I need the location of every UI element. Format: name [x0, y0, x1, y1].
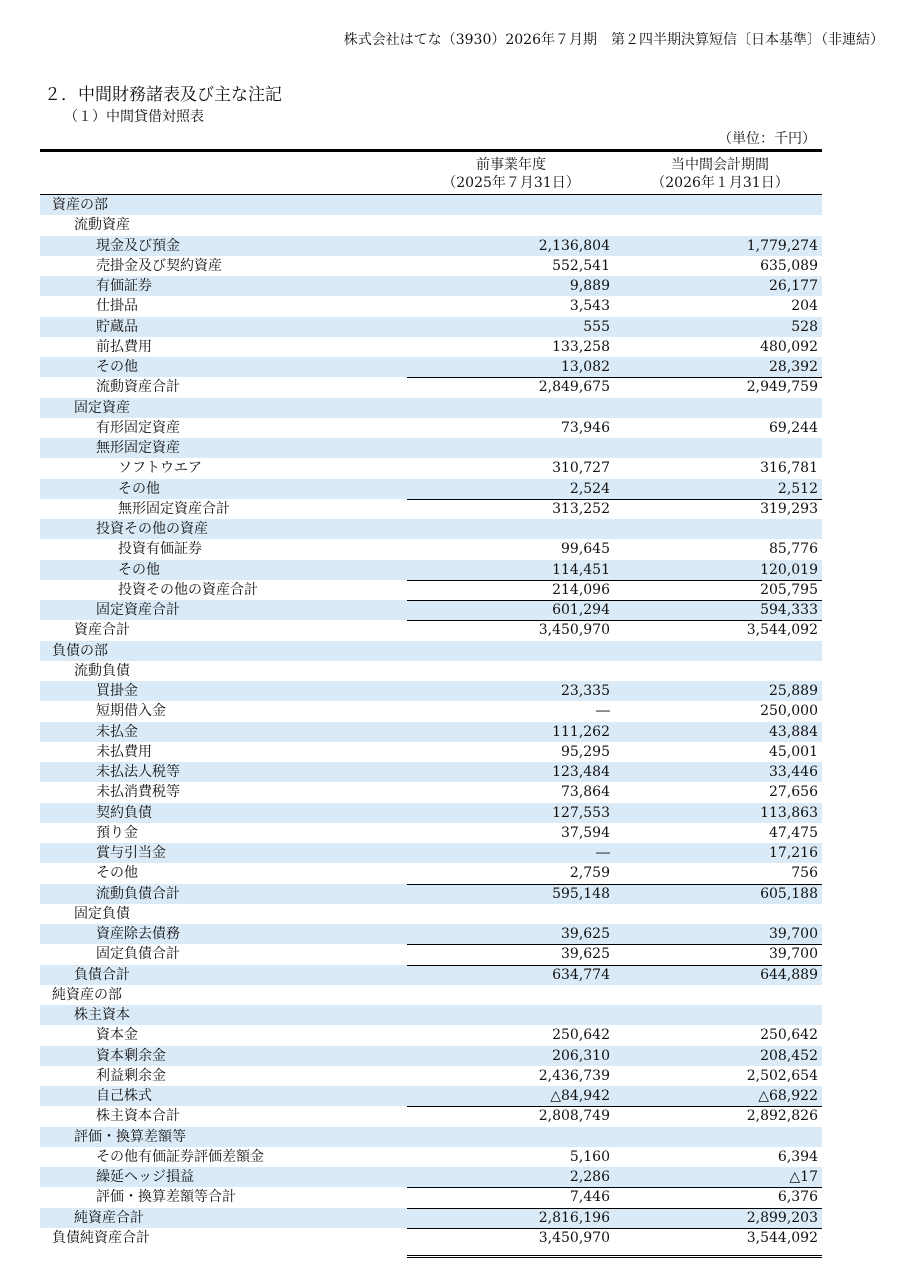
row-value-curr: 1,779,274 — [746, 237, 818, 254]
row-label: 流動負債 — [74, 662, 130, 679]
table-row — [40, 499, 822, 519]
row-value-prev: 95,295 — [561, 743, 610, 760]
row-label: 預り金 — [96, 824, 138, 841]
grand-total-rule — [407, 1255, 822, 1256]
row-value-prev: 127,553 — [552, 804, 610, 821]
row-label: 投資有価証券 — [118, 541, 202, 558]
table-row — [40, 236, 822, 256]
row-label: その他 — [96, 359, 138, 375]
row-value-prev: 73,864 — [561, 784, 610, 801]
row-value-curr: 2,949,759 — [746, 379, 818, 396]
row-value-curr: 6,376 — [777, 1189, 818, 1206]
row-value-prev: 3,543 — [569, 298, 610, 315]
row-value-prev: 5,160 — [569, 1148, 610, 1165]
row-label: 株主資本合計 — [96, 1108, 180, 1125]
row-label: 流動資産 — [74, 217, 130, 234]
row-value-curr: 85,776 — [769, 541, 818, 558]
row-label: その他 — [118, 561, 160, 578]
row-value-prev: 123,484 — [552, 764, 610, 780]
column-header-prev — [411, 156, 611, 192]
table-row — [40, 884, 822, 904]
row-label: 無形固定資産 — [96, 440, 180, 456]
row-value-curr: 2,892,826 — [746, 1108, 818, 1125]
document-header: 株式会社はてな（3930）2026年７月期 第２四半期決算短信〔日本基準〕（非連結） — [343, 32, 884, 48]
table-row — [40, 1086, 822, 1106]
row-label: その他 — [118, 480, 160, 497]
unit-label: （単位：千円） — [718, 131, 816, 147]
table-row — [40, 580, 822, 600]
row-value-curr: 39,700 — [769, 946, 818, 963]
row-label: 純資産の部 — [52, 986, 122, 1003]
row-label: 流動負債合計 — [96, 885, 180, 902]
row-value-prev: 2,436,739 — [538, 1067, 610, 1084]
row-value-curr: 27,656 — [769, 784, 818, 801]
row-value-prev: 3,450,970 — [538, 1229, 610, 1246]
row-value-curr: 28,392 — [769, 359, 818, 375]
row-value-curr: 6,394 — [777, 1148, 818, 1165]
row-value-prev: 2,808,749 — [538, 1108, 610, 1125]
table-row — [40, 438, 822, 458]
row-label: 固定負債 — [74, 905, 130, 922]
row-label: 賞与引当金 — [96, 845, 166, 861]
row-value-prev: 2,286 — [569, 1169, 610, 1185]
row-value-curr: 113,863 — [760, 804, 818, 821]
balance-sheet-table — [40, 195, 822, 1248]
row-value-prev: △84,942 — [550, 1088, 610, 1104]
row-value-curr: 528 — [791, 318, 818, 335]
row-value-curr: 480,092 — [760, 338, 818, 355]
table-row — [40, 560, 822, 580]
row-value-curr: 3,544,092 — [746, 622, 818, 639]
row-value-curr: 2,899,203 — [746, 1209, 818, 1226]
row-label: 資産合計 — [74, 622, 130, 639]
row-label: 負債純資産合計 — [52, 1229, 150, 1246]
row-value-prev: 250,642 — [552, 1027, 610, 1044]
row-label: 投資その他の資産合計 — [118, 581, 258, 598]
table-row — [40, 458, 822, 478]
table-row — [40, 863, 822, 883]
column-header-curr-date: （2026年１月31日） — [651, 175, 789, 191]
row-value-curr: 756 — [791, 865, 818, 882]
row-value-prev: 7,446 — [569, 1189, 610, 1206]
row-value-prev: 206,310 — [552, 1047, 610, 1064]
row-value-curr: 594,333 — [760, 602, 818, 618]
row-label: 未払消費税等 — [96, 784, 180, 801]
row-value-prev: 111,262 — [552, 723, 610, 740]
table-row — [40, 1005, 822, 1025]
row-value-prev: 555 — [583, 318, 610, 335]
table-row — [40, 1228, 822, 1248]
table-row — [40, 519, 822, 539]
row-value-curr: 47,475 — [769, 824, 818, 841]
row-value-curr: 120,019 — [760, 561, 818, 578]
row-value-prev: 214,096 — [552, 581, 610, 598]
table-row — [40, 1066, 822, 1086]
table-row — [40, 1106, 822, 1126]
table-row — [40, 701, 822, 721]
row-value-prev: 39,625 — [561, 926, 610, 942]
row-value-prev: ― — [596, 845, 610, 861]
row-label: 資産除去債務 — [96, 926, 180, 942]
table-row — [40, 742, 822, 762]
row-label: 固定資産 — [74, 399, 130, 416]
table-row — [40, 782, 822, 802]
row-label: 自己株式 — [96, 1088, 152, 1104]
table-row — [40, 1147, 822, 1167]
row-value-curr: 605,188 — [760, 885, 818, 902]
table-row — [40, 195, 822, 215]
row-value-prev: 2,816,196 — [538, 1209, 610, 1226]
row-value-prev: 552,541 — [552, 257, 610, 274]
row-label: 資本金 — [96, 1027, 138, 1044]
column-header-curr — [620, 156, 820, 192]
column-header-curr-title: 当中間会計期間 — [671, 157, 769, 173]
row-value-prev: 634,774 — [552, 966, 610, 983]
table-row — [40, 904, 822, 924]
row-label: 資産の部 — [52, 197, 108, 213]
row-value-prev: 99,645 — [561, 541, 610, 558]
table-row — [40, 296, 822, 316]
grand-total-rule-double — [407, 1257, 822, 1258]
row-label: 純資産合計 — [74, 1209, 144, 1226]
row-label: 利益剰余金 — [96, 1067, 166, 1084]
row-label: 現金及び預金 — [96, 237, 180, 254]
row-value-curr: 635,089 — [760, 257, 818, 274]
table-row — [40, 337, 822, 357]
row-value-curr: 208,452 — [760, 1047, 818, 1064]
table-row — [40, 965, 822, 985]
row-value-curr: 3,544,092 — [746, 1229, 818, 1246]
table-row — [40, 985, 822, 1005]
table-row — [40, 1127, 822, 1147]
row-label: 資本剰余金 — [96, 1047, 166, 1064]
table-row — [40, 641, 822, 661]
row-label: 固定資産合計 — [96, 602, 180, 618]
row-label: その他 — [96, 865, 138, 882]
row-label: 流動資産合計 — [96, 379, 180, 396]
row-value-prev: 13,082 — [561, 359, 610, 375]
row-value-curr: 17,216 — [769, 845, 818, 861]
row-value-curr: 25,889 — [769, 683, 818, 699]
row-label: 負債合計 — [74, 966, 130, 983]
table-row — [40, 357, 822, 377]
row-value-curr: 2,502,654 — [746, 1067, 818, 1084]
row-value-curr: △68,922 — [758, 1088, 818, 1104]
table-row — [40, 256, 822, 276]
table-row — [40, 681, 822, 701]
row-value-prev: 133,258 — [552, 338, 610, 355]
table-row — [40, 539, 822, 559]
row-value-curr: 644,889 — [760, 966, 818, 983]
row-value-curr: 250,000 — [760, 703, 818, 720]
row-value-curr: 43,884 — [769, 723, 818, 740]
table-row — [40, 722, 822, 742]
table-row — [40, 944, 822, 964]
row-value-prev: 37,594 — [561, 824, 610, 841]
table-row — [40, 620, 822, 640]
row-value-curr: 205,795 — [760, 581, 818, 598]
table-row — [40, 317, 822, 337]
table-row — [40, 1046, 822, 1066]
row-value-prev: 313,252 — [552, 500, 610, 517]
row-label: その他有価証券評価差額金 — [96, 1148, 264, 1165]
column-header-prev-title: 前事業年度 — [476, 157, 546, 173]
table-row — [40, 924, 822, 944]
table-top-rule — [40, 149, 822, 152]
row-label: 仕掛品 — [96, 298, 138, 315]
table-row — [40, 1167, 822, 1187]
row-value-prev: 114,451 — [552, 561, 610, 578]
row-value-curr: 33,446 — [769, 764, 818, 780]
table-row — [40, 843, 822, 863]
table-row — [40, 762, 822, 782]
row-value-curr: 2,512 — [777, 480, 818, 497]
row-value-curr: 39,700 — [769, 926, 818, 942]
table-row — [40, 823, 822, 843]
row-value-curr: 45,001 — [769, 743, 818, 760]
row-value-prev: 39,625 — [561, 946, 610, 963]
row-value-curr: 69,244 — [769, 419, 818, 436]
row-label: ソフトウエア — [118, 460, 202, 477]
row-value-curr: 204 — [791, 298, 818, 315]
section-title: ２．中間財務諸表及び主な注記 — [44, 85, 282, 105]
row-label: 評価・換算差額等 — [74, 1128, 186, 1145]
row-label: 有形固定資産 — [96, 419, 180, 436]
row-label: 評価・換算差額等合計 — [96, 1189, 236, 1206]
row-label: 売掛金及び契約資産 — [96, 257, 222, 274]
table-row — [40, 1208, 822, 1228]
row-label: 投資その他の資産 — [96, 521, 208, 537]
row-value-prev: 2,136,804 — [538, 237, 610, 254]
row-value-prev: 2,759 — [569, 865, 610, 882]
row-value-prev: 9,889 — [569, 278, 610, 294]
table-row — [40, 276, 822, 296]
row-label: 有価証券 — [96, 278, 152, 294]
table-row — [40, 398, 822, 418]
row-value-curr: 316,781 — [760, 460, 818, 477]
table-row — [40, 1025, 822, 1045]
row-label: 未払法人税等 — [96, 764, 180, 780]
row-label: 繰延ヘッジ損益 — [96, 1169, 194, 1185]
row-value-prev: 23,335 — [561, 683, 610, 699]
table-row — [40, 215, 822, 235]
row-label: 固定負債合計 — [96, 946, 180, 963]
row-label: 未払金 — [96, 723, 138, 740]
row-value-curr: 26,177 — [769, 278, 818, 294]
row-label: 契約負債 — [96, 804, 152, 821]
row-label: 負債の部 — [52, 642, 108, 659]
row-value-prev: ― — [596, 703, 610, 720]
table-row — [40, 418, 822, 438]
table-row — [40, 661, 822, 681]
row-value-prev: 3,450,970 — [538, 622, 610, 639]
row-value-curr: 250,642 — [760, 1027, 818, 1044]
column-header-prev-date: （2025年７月31日） — [442, 175, 580, 191]
row-value-curr: △17 — [789, 1169, 818, 1185]
table-row — [40, 600, 822, 620]
table-row — [40, 1187, 822, 1207]
row-value-prev: 2,849,675 — [538, 379, 610, 396]
row-label: 株主資本 — [74, 1007, 130, 1023]
row-label: 無形固定資産合計 — [118, 500, 230, 517]
row-value-prev: 595,148 — [552, 885, 610, 902]
row-value-prev: 310,727 — [552, 460, 610, 477]
row-value-prev: 73,946 — [561, 419, 610, 436]
table-row — [40, 377, 822, 397]
table-row — [40, 803, 822, 823]
row-label: 短期借入金 — [96, 703, 166, 720]
row-label: 前払費用 — [96, 338, 152, 355]
row-value-curr: 319,293 — [760, 500, 818, 517]
row-value-prev: 601,294 — [552, 602, 610, 618]
table-row — [40, 479, 822, 499]
row-label: 買掛金 — [96, 683, 138, 699]
row-label: 未払費用 — [96, 743, 152, 760]
row-label: 貯蔵品 — [96, 318, 138, 335]
subsection-title: （１）中間貸借対照表 — [64, 109, 204, 125]
row-value-prev: 2,524 — [569, 480, 610, 497]
